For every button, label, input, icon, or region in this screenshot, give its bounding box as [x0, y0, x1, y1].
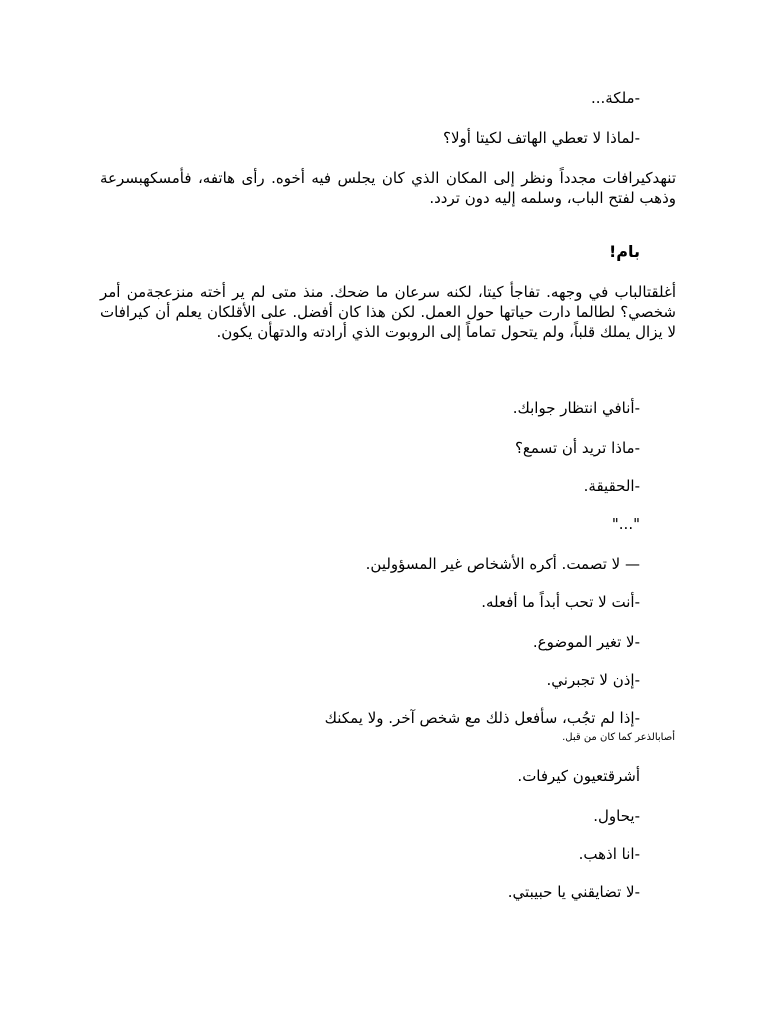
dialogue-line: -أنت لا تحب أبداً ما أفعله. [481, 593, 640, 611]
dialogue-line: -ماذا تريد أن تسمع؟ [514, 439, 640, 457]
dialogue-line: "..." [611, 515, 640, 533]
dialogue-line: -أنافي انتظار جوابك. [512, 399, 640, 417]
narration-small-line: أصابالذعر كما كان من قبل. [562, 732, 675, 743]
dialogue-line: -لا تضايقني يا حبيبتي. [507, 883, 640, 901]
sound-effect-heading: بام! [608, 242, 640, 261]
narration-paragraph: أغلقتالباب في وجهه. تفاجأ كيتا، لكنه سرعان ما ضحك. منذ متى لم ير أخته منزعجةمن أمر شخصي؟ لطالما دارت حياتها حول العمل. لكن هذا كان أفضل. على الأقلكان يعلم أن كيرافات لا يزال يملك قلباً، ولم يتحول تماماً إلى الروبوت الذي أرادته والدتهأن يكون. [100, 283, 676, 341]
dialogue-line: -لماذا لا تعطي الهاتف لكيتا أولا؟ [442, 129, 640, 147]
dialogue-line: -ملكة... [590, 89, 640, 107]
dialogue-line: -الحقيقة. [583, 477, 640, 495]
dialogue-line: -انا اذهب. [578, 845, 640, 863]
dialogue-line: -لا تغير الموضوع. [532, 633, 640, 651]
narration-line: أشرقتعيون كيرفات. [517, 767, 640, 785]
dialogue-line: -إذن لا تجبرني. [546, 671, 640, 689]
dialogue-line: — لا تصمت. أكره الأشخاص غير المسؤولين. [365, 555, 640, 573]
dialogue-line: -يحاول. [593, 807, 640, 825]
narration-paragraph: تنهدكيرافات مجدداً ونظر إلى المكان الذي كان يجلس فيه أخوه. رأى هاتفه، فأمسكهبسرعة وذهب لفتح الباب، وسلمه إليه دون تردد. [100, 169, 676, 207]
dialogue-line: -إذا لم تجُب، سأفعل ذلك مع شخص آخر. ولا يمكنك [324, 709, 640, 727]
